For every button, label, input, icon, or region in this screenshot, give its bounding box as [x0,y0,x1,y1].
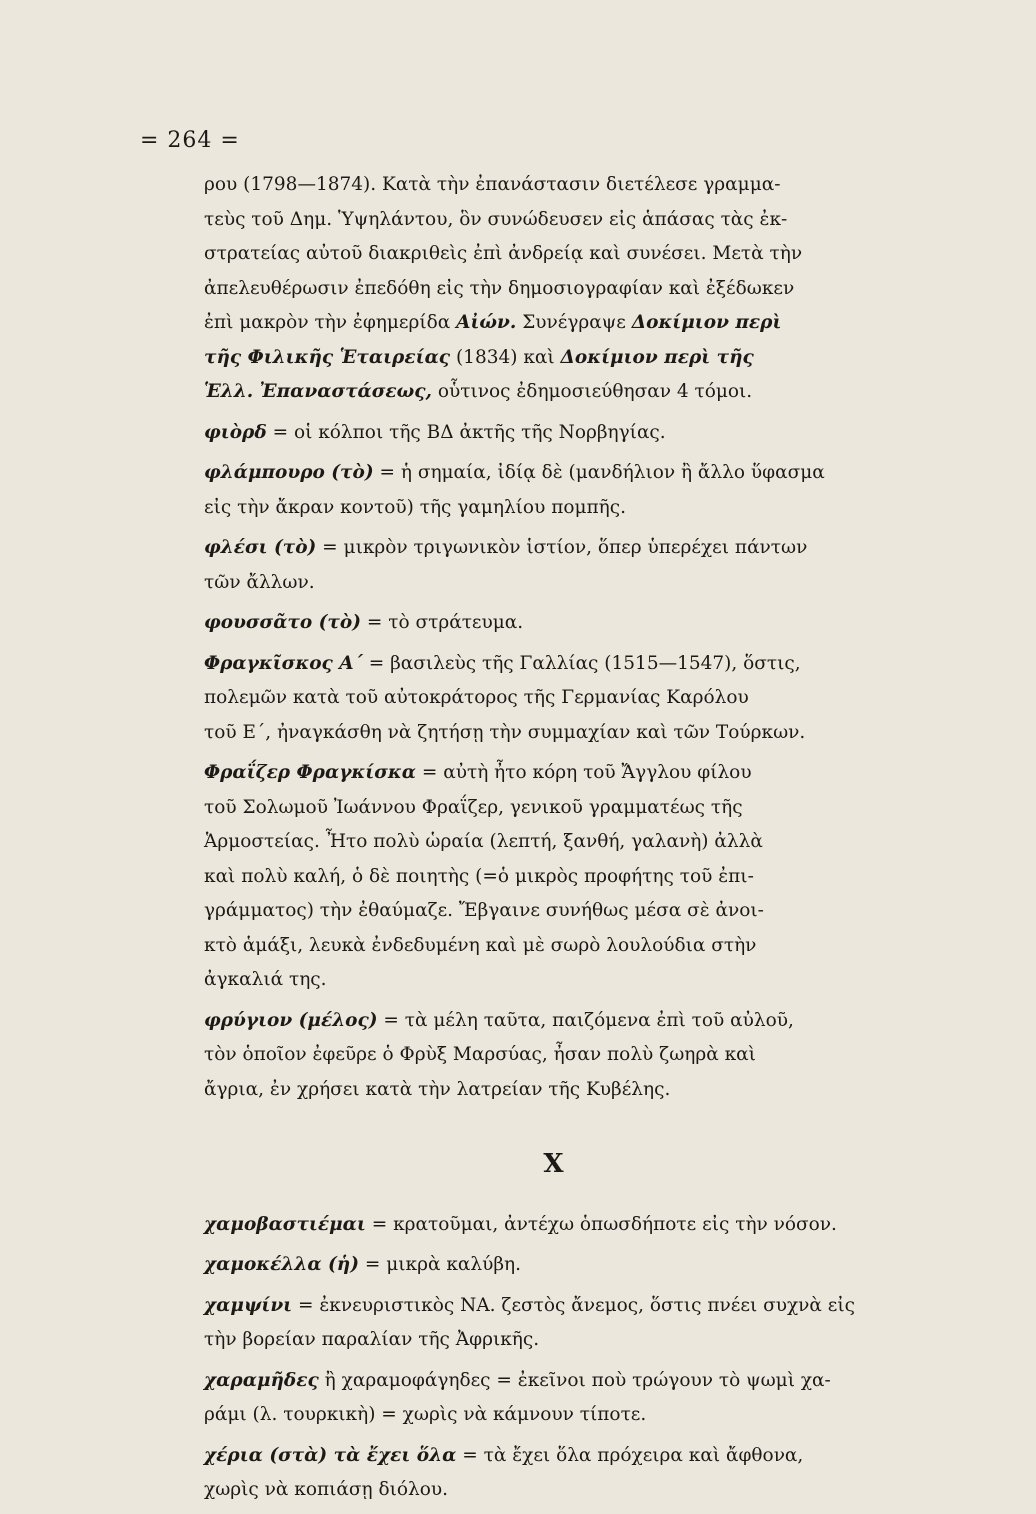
entry-definition-cont: χωρὶς νὰ κοπιάσῃ διόλου. [204,1479,449,1500]
entry-definition-cont: ἀγκαλιά της. [204,969,327,990]
glossary-entry [204,416,904,451]
text-line: τῆς Φιλικῆς Ἑταιρείας (1834) καὶ Δοκίμιον περὶ τῆς [204,346,754,368]
entry-definition-cont: τῶν ἄλλων. [204,571,315,593]
entry-definition-cont: τὴν βορείαν παραλίαν τῆς Ἀφρικῆς. [204,1329,540,1350]
glossary-entry [204,531,904,600]
entry-definition-cont: τοῦ Ε΄, ἠναγκάσθη νὰ ζητήσῃ τὴν συμμαχίαν καὶ τῶν Τούρκων. [204,721,806,743]
entry-headword: χέρια (στὰ) τὰ ἔχει ὅλα [204,1444,457,1466]
text-line: στρατείας αὐτοῦ διακριθεὶς ἐπὶ ἀνδρείᾳ καὶ συνέσει. Μετὰ τὴν [204,243,803,264]
glossary-entry [204,756,904,998]
glossary-entry [204,1439,904,1508]
continuation-paragraph [204,168,904,410]
glossary-entry [204,456,904,525]
text-line: ἐπὶ μακρὸν τὴν ἐφημερίδα Αἰών. Συνέγραψε Δοκίμιον περὶ [204,312,782,333]
entry-definition-cont: ἄγρια, ἐν χρήσει κατὰ τὴν λατρείαν τῆς Κυβέλης. [204,1078,671,1100]
glossary-entry [204,1289,904,1358]
glossary-entry [204,1364,904,1433]
text-line: τεὺς τοῦ Δημ. Ὑψηλάντου, ὃν συνώδευσεν εἰς ἁπάσας τὰς ἐκ- [204,208,788,230]
entry-headword: φρύγιον (μέλος) [204,1009,378,1031]
entry-definition: = τὰ ἔχει ὅλα πρόχειρα καὶ ἄφθονα, [456,1444,804,1466]
entry-headword: χαραμῆδες [204,1369,319,1391]
entry-definition: = μικρὸν τριγωνικὸν ἱστίον, ὅπερ ὑπερέχει πάντων [316,537,808,558]
glossary-entry [204,1248,904,1283]
page-number: = 264 = [140,128,240,153]
text-line: ρου (1798—1874). Κατὰ τὴν ἐπανάστασιν διετέλεσε γραμμα- [204,174,781,195]
entry-definition: = κρατοῦμαι, ἀντέχω ὁπωσδήποτε εἰς τὴν νόσον. [365,1213,837,1235]
entry-definition-cont: καὶ πολὺ καλή, ὁ δὲ ποιητὴς (=ὁ μικρὸς προφήτης τοῦ ἐπι- [204,865,754,887]
text-line: ἀπελευθέρωσιν ἐπεδόθη εἰς τὴν δημοσιογραφίαν καὶ ἐξέδωκεν [204,277,795,299]
text-body [204,168,904,1514]
glossary-entry [204,606,904,641]
entry-headword: Φραΐζερ Φραγκίσκα [204,762,416,783]
glossary-entry [204,1208,904,1243]
entry-definition-cont: κτὸ ἁμάξι, λευκὰ ἐνδεδυμένη καὶ μὲ σωρὸ λουλούδια στὴν [204,934,757,956]
entry-headword: χαμψίνι [204,1294,293,1316]
entry-definition: = τὰ μέλη ταῦτα, παιζόμενα ἐπὶ τοῦ αὐλοῦ, [377,1009,794,1031]
text-line: Ἑλλ. Ἐπαναστάσεως, οὗτινος ἐδημοσιεύθησαν 4 τόμοι. [204,381,753,402]
entry-definition: ἢ χαραμοφάγηδες = ἐκεῖνοι ποὺ τρώγουν τὸ ψωμὶ χα- [318,1369,831,1391]
entry-definition-cont: πολεμῶν κατὰ τοῦ αὐτοκράτορος τῆς Γερμανίας Καρόλου [204,687,749,708]
entry-headword: φλέσι (τὸ) [204,537,317,558]
entry-definition: = βασιλεὺς τῆς Γαλλίας (1515—1547), ὅστις, [362,652,801,674]
entry-definition: = οἱ κόλποι τῆς ΒΔ ἀκτῆς τῆς Νορβηγίας. [266,421,666,443]
entry-definition-cont: τοῦ Σολωμοῦ Ἰωάννου Φραΐζερ, γενικοῦ γραμματέως τῆς [204,796,743,818]
entry-definition: = αὐτὴ ἦτο κόρη τοῦ Ἄγγλου φίλου [415,762,752,783]
entry-definition-cont: Ἁρμοστείας. Ἦτο πολὺ ὡραία (λεπτή, ξανθή, γαλανὴ) ἀλλὰ [204,831,763,852]
entry-headword: Φραγκῖσκος Α΄ [204,652,363,674]
entry-definition-cont: γράμματος) τὴν ἐθαύμαζε. Ἔβγαινε συνήθως μέσα σὲ ἀνοι- [204,900,764,921]
entry-headword: φλάμπουρο (τὸ) [204,462,374,483]
entry-definition-cont: τὸν ὁποῖον ἐφεῦρε ὁ Φρὺξ Μαρσύας, ἦσαν πολὺ ζωηρὰ καὶ [204,1044,756,1065]
entry-definition: = ἐκνευριστικὸς ΝΑ. ζεστὸς ἄνεμος, ὅστις πνέει συχνὰ εἰς [292,1294,856,1316]
glossary-entry [204,647,904,751]
entry-definition-cont: εἰς τὴν ἄκραν κοντοῦ) τῆς γαμηλίου πομπῆς. [204,496,627,518]
entry-definition-cont: ράμι (λ. τουρκικὴ) = χωρὶς νὰ κάμνουν τίποτε. [204,1404,647,1425]
entry-definition: = τὸ στράτευμα. [360,612,524,633]
entry-definition: = μικρὰ καλύβη. [358,1254,522,1275]
glossary-entry [204,1004,904,1108]
entry-definition: = ἡ σημαία, ἰδίᾳ δὲ (μανδήλιον ἢ ἄλλο ὕφασμα [373,462,825,483]
section-letter: X [543,1149,565,1179]
entry-headword: χαμοβαστιέμαι [204,1213,366,1235]
entry-headword: φουσσᾶτο (τὸ) [204,612,361,633]
entry-headword: φιὸρδ [204,421,267,443]
entry-headword: χαμοκέλλα (ἡ) [204,1254,359,1275]
